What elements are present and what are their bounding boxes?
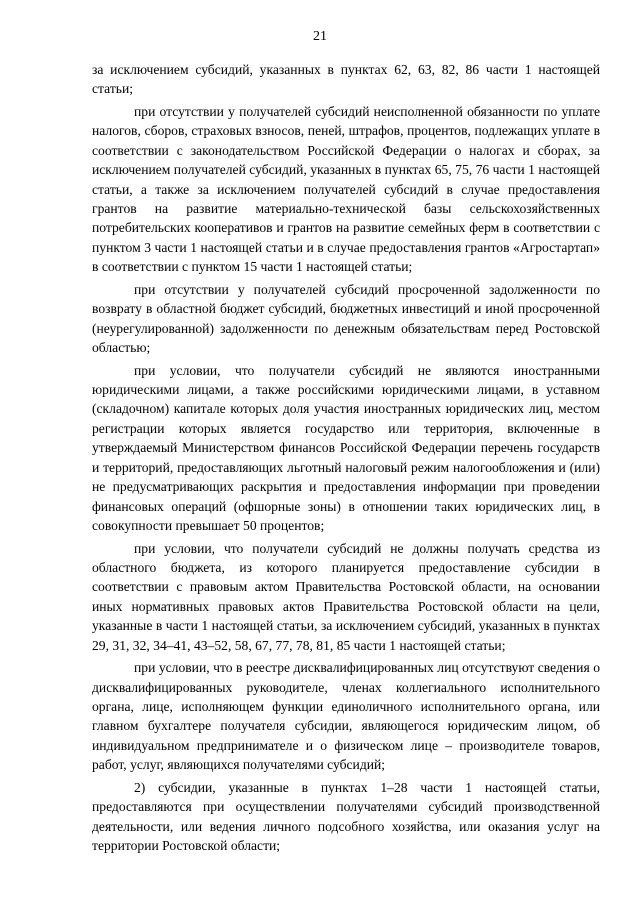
document-body [92, 60, 600, 859]
page-number: 21 [313, 29, 327, 44]
paragraph: при отсутствии у получателей субсидий просроченной задолженности по возврату в областной бюджет субсидий, бюджетных инвестиций и иной просроченной (неурегулированной) задолженности по денежным обязательствам перед Ростовской областью; [92, 281, 600, 356]
paragraph: при условии, что получатели субсидий не являются иностранными юридическими лицами, а также российскими юридическими лицами, в уставном (складочном) капитале которых доля участия иностранных юридических лиц, местом регистрации которых является государство или территория, включенные в утверждаемый Министерством финансов Российской Федерации перечень государств и территорий, предоставляющих льготный налоговый режим налогообложения и (или) не предусматривающих раскрытия и предоставления информации при проведении финансовых операций (офшорные зоны) в отношении таких юридических лиц, в совокупности превышает 50 процентов; [92, 362, 600, 533]
paragraph: при отсутствии у получателей субсидий неисполненной обязанности по уплате налогов, сборов, страховых взносов, пеней, штрафов, процентов, подлежащих уплате в соответствии с законодательством Российской Федерации о налогах и сборах, за исключением получателей субсидий, указанных в пунктах 65, 75, 76 части 1 настоящей статьи, а также за исключением получателей субсидий в случае предоставления грантов на развитие материально-технической базы сельскохозяйственных потребительских кооперативов и грантов на развитие семейных ферм в соответствии с пунктом 3 части 1 настоящей статьи и в случае предоставления грантов «Агростартап» в соответствии с пунктом 15 части 1 настоящей статьи; [92, 104, 600, 275]
paragraph: при условии, что получатели субсидий не должны получать средства из областного бюджета, из которого планируется предоставление субсидии в соответствии с правовым актом Правительства Ростовской области, на основании иных нормативных правовых актов Правительства Ростовской области на цели, указанные в части 1 настоящей статьи, за исключением субсидий, указанных в пунктах 29, 31, 32, 34–41, 43–52, 58, 67, 77, 78, 81, 85 части 1 настоящей статьи; [92, 540, 600, 653]
paragraph: 2) субсидии, указанные в пунктах 1–28 части 1 настоящей статьи, предоставляются при осуществлении получателями субсидий производственной деятельности, или ведения личного подсобного хозяйства, или оказания услуг на территории Ростовской области; [92, 779, 600, 853]
paragraph: за исключением субсидий, указанных в пунктах 62, 63, 82, 86 части 1 настоящей статьи; [92, 62, 600, 97]
paragraph: при условии, что в реестре дисквалифицированных лиц отсутствуют сведения о дисквалифицированных руководителе, членах коллегиального исполнительного органа, лице, исполняющем функции единоличного исполнительного органа, или главном бухгалтере получателя субсидии, являющегося юридическим лицом, об индивидуальном предпринимателе и о физическом лице – производителе товаров, работ, услуг, являющихся получателями субсидий; [92, 660, 600, 773]
